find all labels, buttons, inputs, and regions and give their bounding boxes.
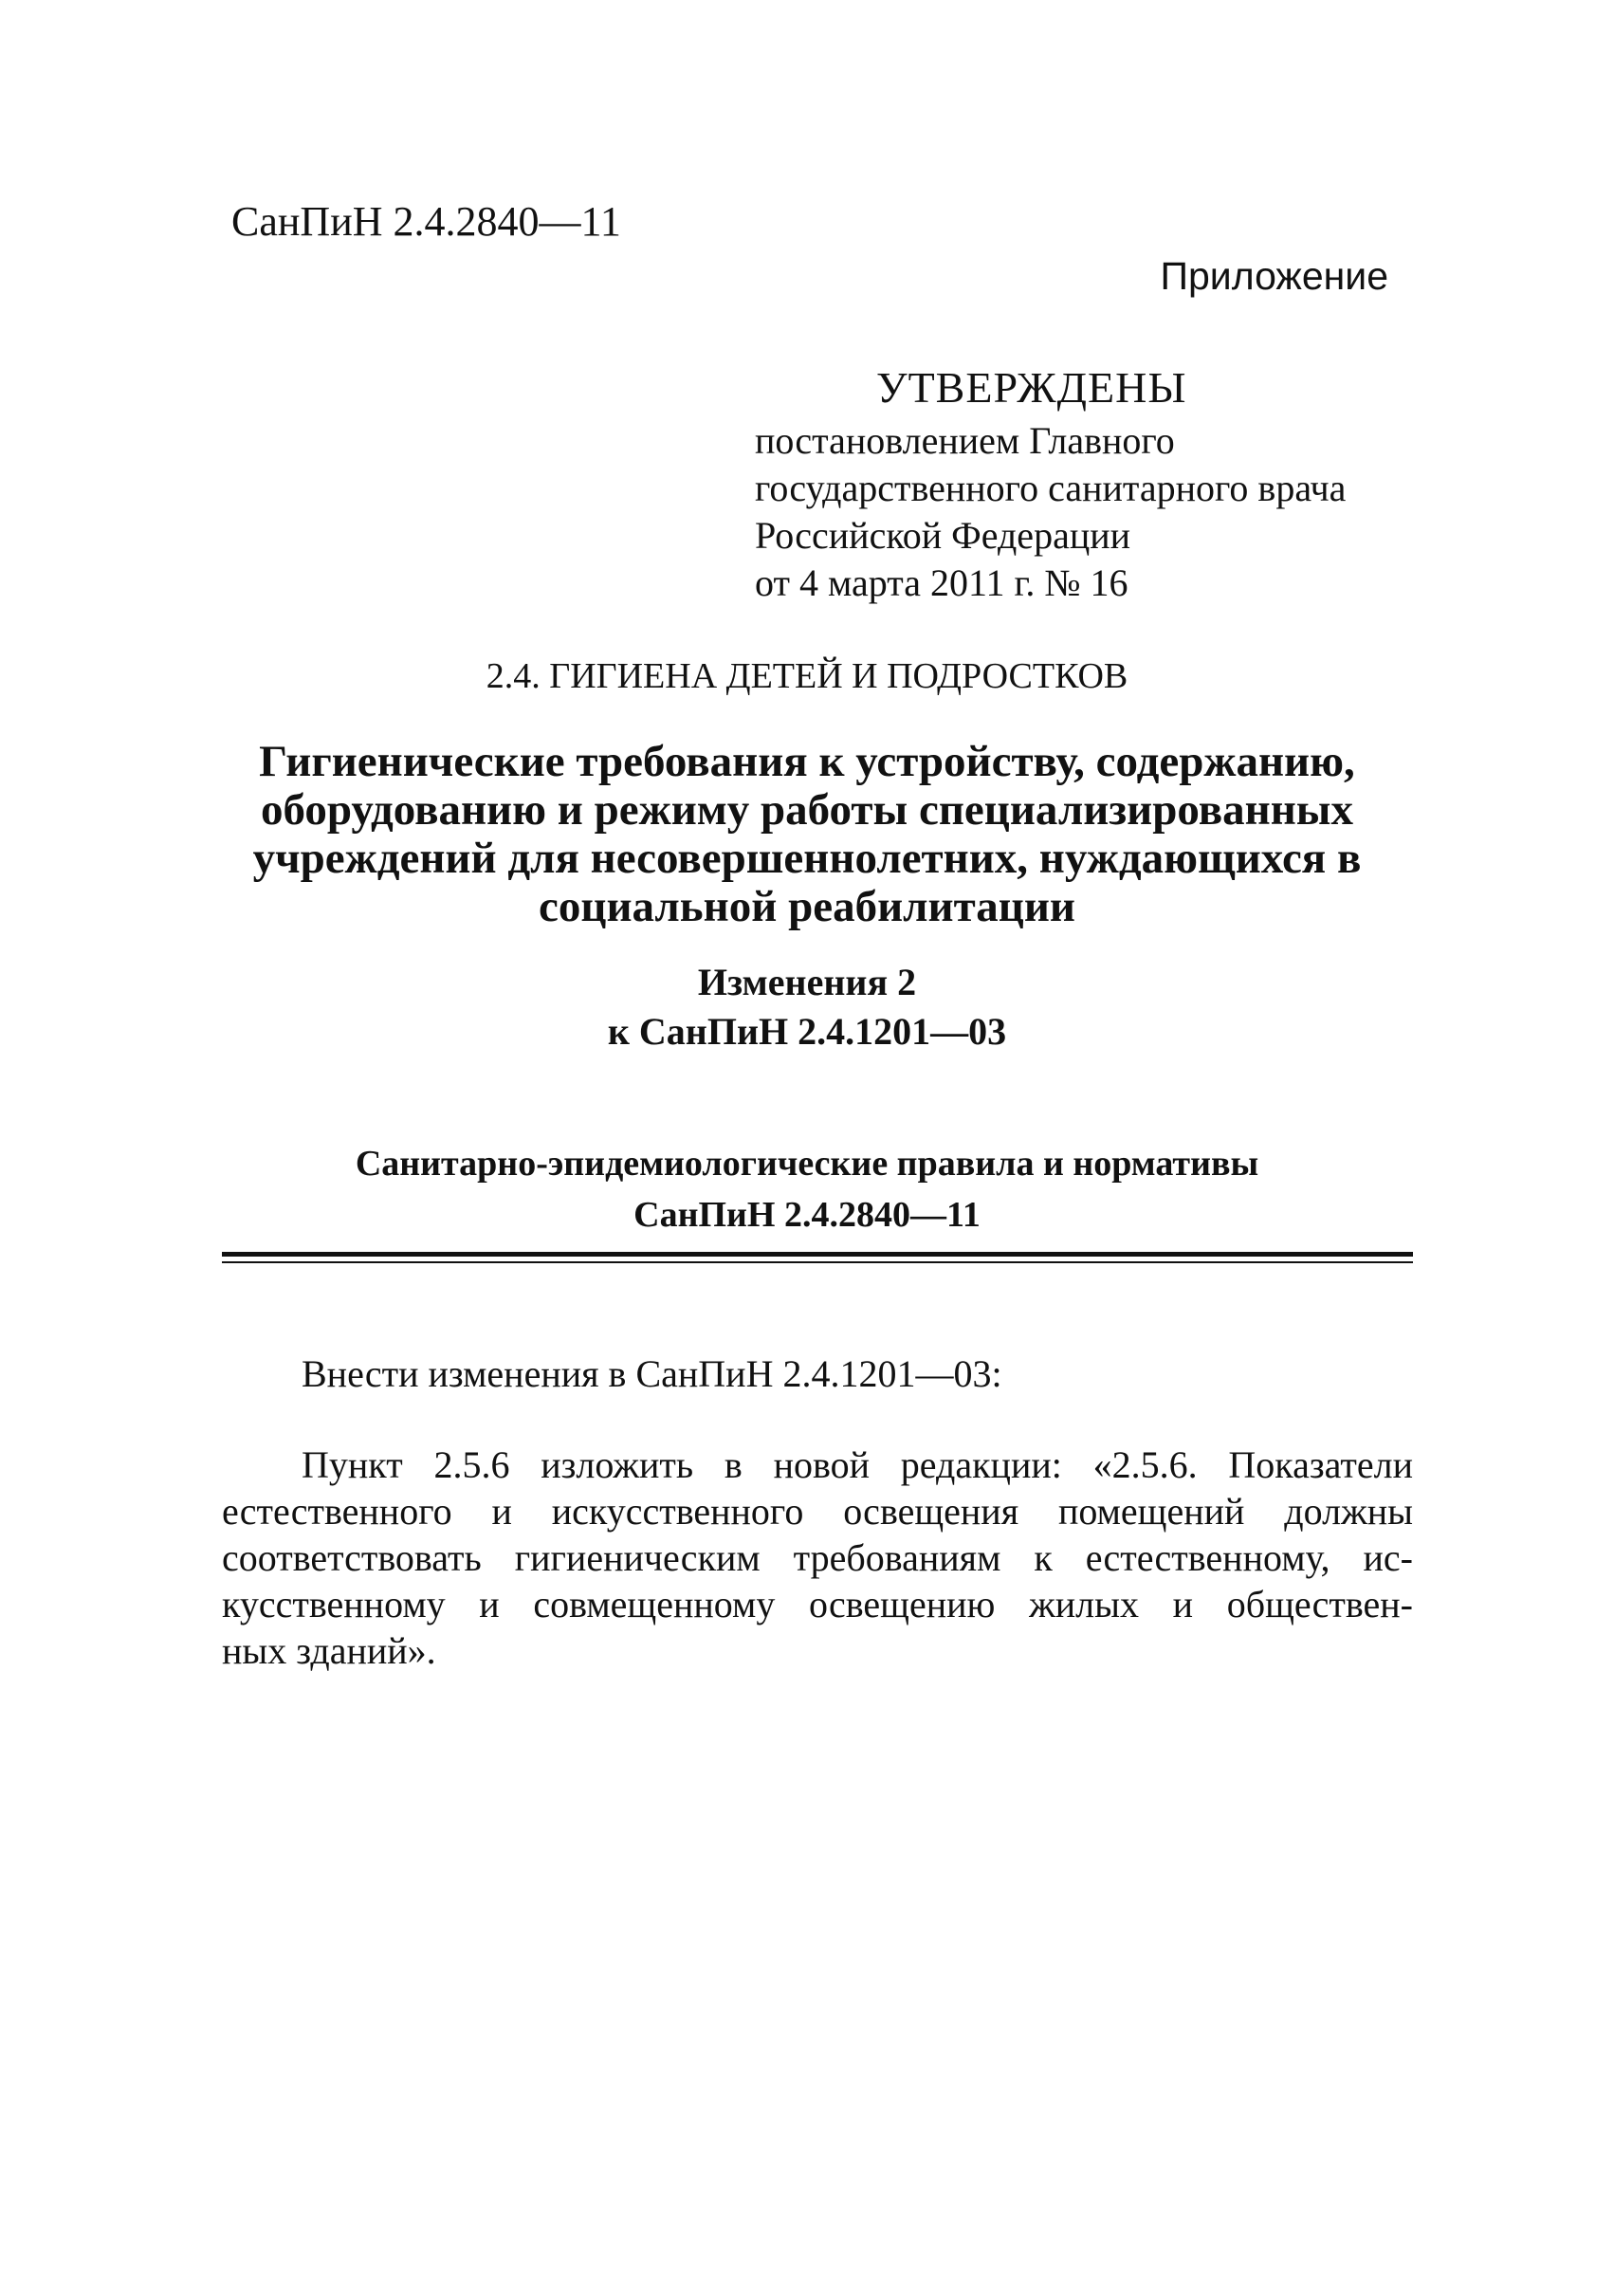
divider-thin	[222, 1261, 1413, 1263]
title-line: учреждений для несовершеннолетних, нуждающихся в	[252, 834, 1362, 883]
approval-block	[755, 417, 1346, 607]
approval-heading: УТВЕРЖДЕНЫ	[876, 363, 1187, 412]
clause-line: кусственному и совмещенному освещению жилых и обществен-	[222, 1583, 1413, 1626]
clause-line: естественного и искусственного освещения помещений должны	[222, 1490, 1413, 1533]
amendment-target: к СанПиН 2.4.1201—03	[607, 1010, 1007, 1053]
document-code: СанПиН 2.4.2840—11	[231, 198, 621, 245]
clause-paragraph	[222, 1442, 1413, 1674]
title-line: Гигиенические требования к устройству, содержанию,	[259, 737, 1355, 786]
title-line: оборудованию и режиму работы специализированных	[261, 785, 1353, 835]
body-intro: Внести изменения в СанПиН 2.4.1201—03:	[302, 1352, 1002, 1395]
clause-line: ных зданий».	[222, 1629, 436, 1672]
divider-thick	[222, 1252, 1413, 1257]
rules-block	[0, 1138, 1614, 1240]
clause-line: Пункт 2.5.6 изложить в новой редакции: «2.5.6. Показатели	[302, 1443, 1413, 1486]
rules-title: Санитарно-эпидемиологические правила и нормативы	[355, 1144, 1259, 1184]
approval-line: Российской Федерации	[755, 514, 1131, 557]
document-title	[190, 738, 1424, 931]
approval-line: постановлением Главного	[755, 419, 1175, 462]
title-line: социальной реабилитации	[539, 882, 1075, 931]
amendment-number: Изменения 2	[697, 961, 917, 1003]
approval-line: от 4 марта 2011 г. № 16	[755, 561, 1128, 604]
approval-line: государственного санитарного врача	[755, 467, 1347, 509]
appendix-label: Приложение	[1160, 254, 1388, 298]
rules-code: СанПиН 2.4.2840—11	[633, 1195, 981, 1235]
section-heading: 2.4. ГИГИЕНА ДЕТЕЙ И ПОДРОСТКОВ	[486, 656, 1128, 696]
clause-line: соответствовать гигиеническим требованиям к естественному, ис-	[222, 1536, 1413, 1579]
amendment-block	[0, 958, 1614, 1056]
